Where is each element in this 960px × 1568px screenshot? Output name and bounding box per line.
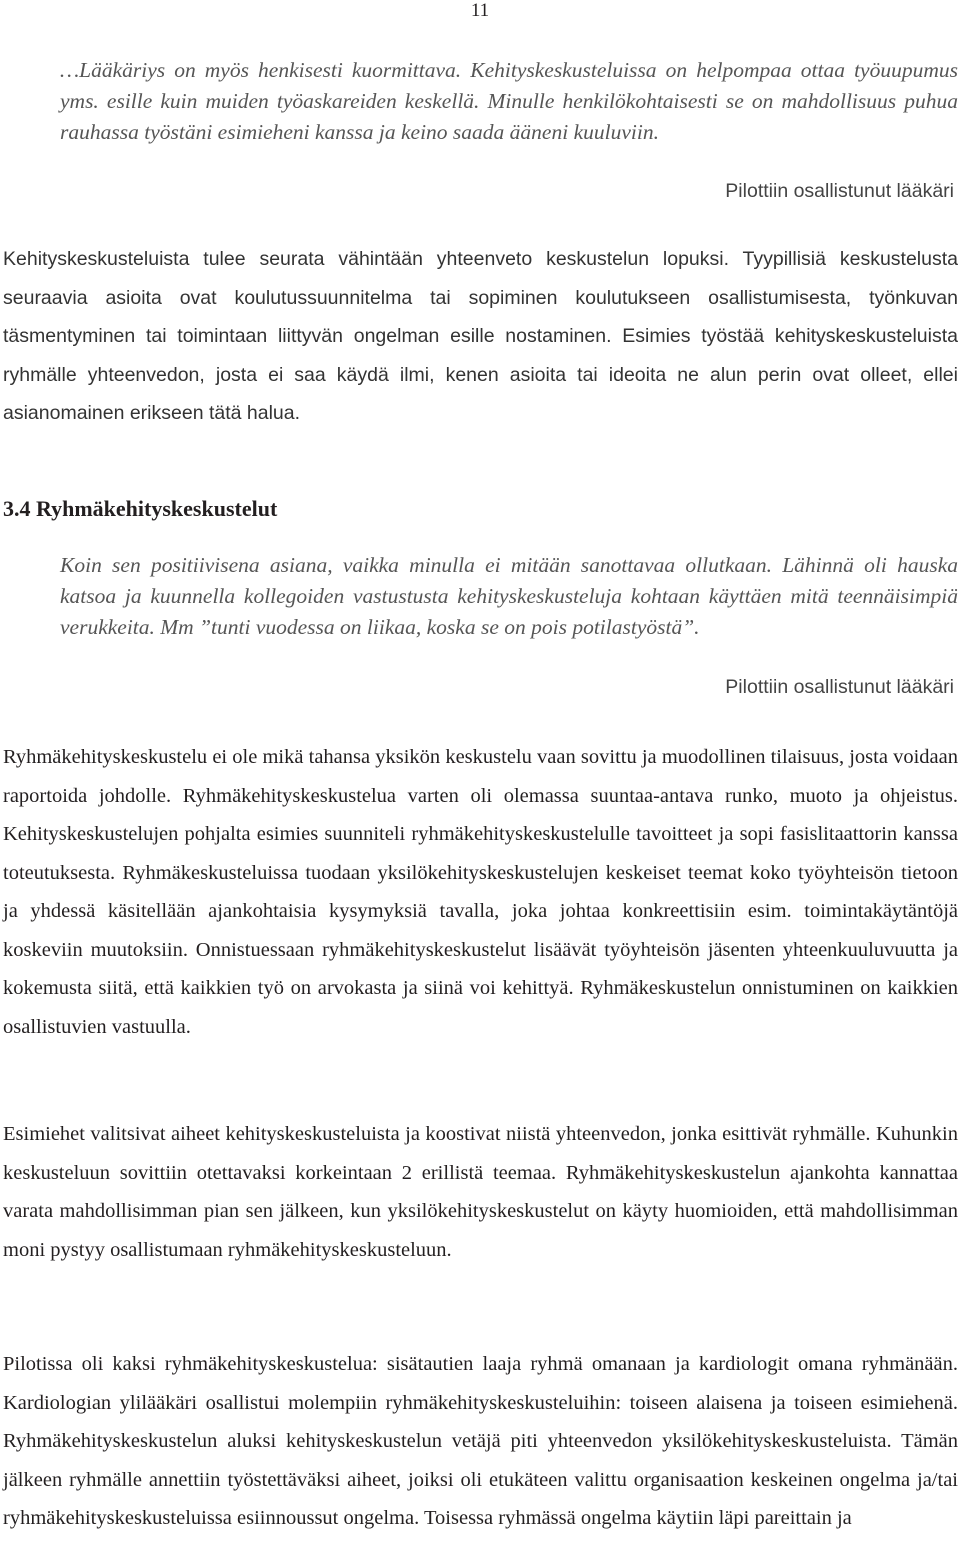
section-heading: 3.4 Ryhmäkehityskeskustelut xyxy=(3,496,278,521)
body-paragraph: Pilotissa oli kaksi ryhmäkehityskeskustelua: sisätautien laaja ryhmä omanaan ja kardiologit omana ryhmänään. Kardiologian ylilääkäri osallistui molempiin ryhmäkehityskeskusteluihin: toiseen alaisena ja toiseen esimiehenä. Ryhmäkehityskeskustelun aluksi kehityskeskustelun vetäjä piti yhteenvedon yksilökehityskeskusteluista. Tämän jälkeen ryhmälle annettiin työstettäväksi aiheet, joiksi oli etukäteen valittu organisaation keskeinen ongelma ja/tai ryhmäkehityskeskusteluissa esiinnoussut ongelma. Toisessa ryhmässä ongelma käytiin läpi pareittain ja xyxy=(3,1353,958,1529)
body-paragraph: Kehityskeskusteluista tulee seurata vähintään yhteenveto keskustelun lopuksi. Tyypillisiä keskustelusta seuraavia asioita ovat koulutussuunnitelma tai sopiminen koulutukseen osallistumisesta, työnkuvan täsmentyminen tai toimintaan liittyvän ongelman esille nostaminen. Esimies työstää kehityskeskusteluista ryhmälle yhteenvedon, josta ei saa käydä ilmi, kenen asioita tai ideoita ne alun perin ovat olleet, ellei asianomainen erikseen tätä halua. xyxy=(3,248,958,424)
quote-attribution: Pilottiin osallistunut lääkäri xyxy=(725,676,954,698)
body-paragraph: Esimiehet valitsivat aiheet kehityskeskusteluista ja koostivat niistä yhteenvedon, jonka esittivät ryhmälle. Kuhunkin keskusteluun sovittiin otettavaksi korkeintaan 2 erillistä teemaa. Ryhmäkehityskeskustelun ajankohta kannattaa varata mahdollisimman pian sen jälkeen, kun yksilökehityskeskustelut on käyty huomioiden, että mahdollisimman moni pystyy osallistumaan ryhmäkehityskeskusteluun. xyxy=(3,1123,958,1261)
quote-block: …Lääkäriys on myös henkisesti kuormittava. Kehityskeskusteluissa on helpompaa ottaa työuupumus yms. esille kuin muiden työaskareiden keskellä. Minulle henkilökohtaisesti se on mahdollisuus puhua rauhassa työstäni esimieheni kanssa ja keino saada ääneni kuuluviin. xyxy=(60,58,958,144)
body-paragraph: Ryhmäkehityskeskustelu ei ole mikä tahansa yksikön keskustelu vaan sovittu ja muodollinen tilaisuus, josta voidaan raportoida johdolle. Ryhmäkehityskeskustelua varten oli olemassa suuntaa-antava runko, muoto ja ohjeistus. Kehityskeskustelujen pohjalta esimies suunniteli ryhmäkehityskeskustelulle tavoitteet ja sopi fasislitaattorin kanssa toteutuksesta. Ryhmäkeskusteluissa tuodaan yksilökehityskeskustelujen keskeiset teemat koko työyhteisön tietoon ja yhdessä käsitellään ajankohtaisia kysymyksiä tavalla, joka johtaa konkreettisiin esim. toimintakäytäntöjä koskeviin muutoksiin. Onnistuessaan ryhmäkehityskeskustelut lisäävät työyhteisön jäsenten yhteenkuuluvuutta ja kokemusta siitä, että kaikkien työ on arvokasta ja siinä voi kehittyä. Ryhmäkeskustelun onnistuminen on kaikkien osallistuvien vastuulla. xyxy=(3,746,958,1038)
page-number: 11 xyxy=(470,0,490,21)
quote-attribution: Pilottiin osallistunut lääkäri xyxy=(725,180,954,202)
quote-block: Koin sen positiivisena asiana, vaikka minulla ei mitään sanottavaa ollutkaan. Lähinnä oli hauska katsoa ja kuunnella kollegoiden vastustusta kehityskeskusteluja kohtaan käyttäen mitä teennäisimpiä verukkeita. Mm ”tunti vuodessa on liikaa, koska se on pois potilastyöstä”. xyxy=(60,553,958,639)
